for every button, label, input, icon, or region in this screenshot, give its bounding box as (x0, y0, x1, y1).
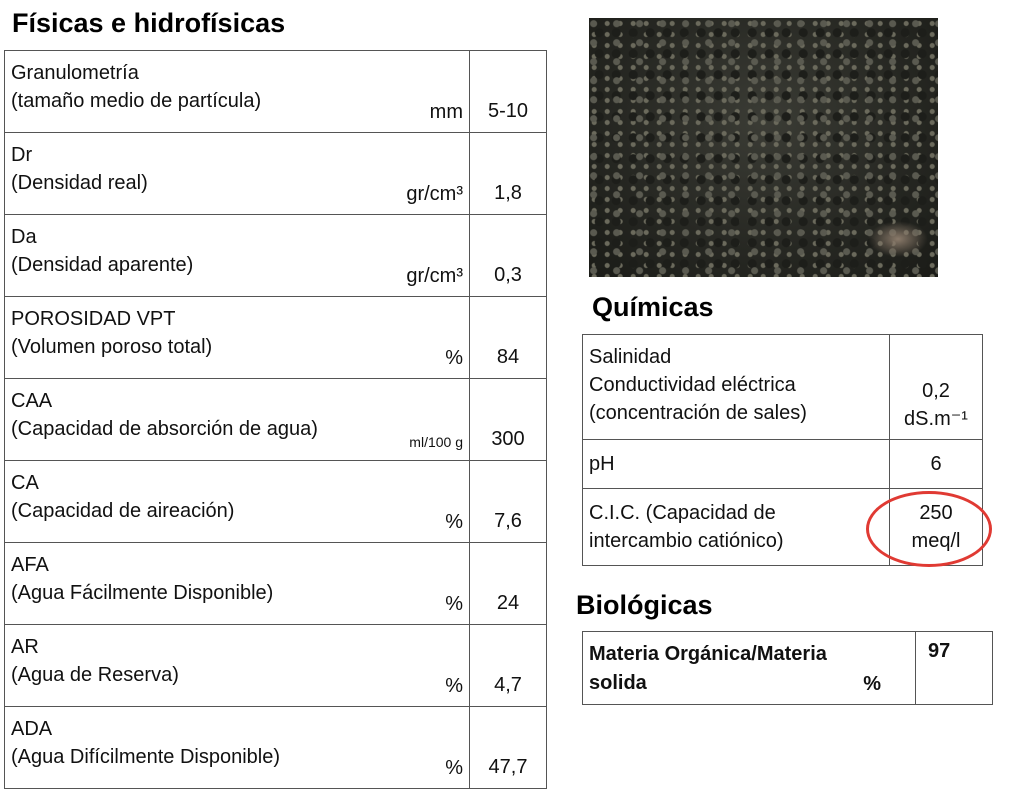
property-label-cell (583, 632, 916, 705)
property-label-cell (583, 335, 890, 440)
property-unit: ml/100 g (409, 434, 463, 450)
table-row (5, 461, 547, 543)
property-description: (Volumen poroso total) (11, 336, 213, 358)
property-value: 7,6 (470, 461, 547, 543)
table-row (5, 379, 547, 461)
property-unit: gr/cm³ (406, 265, 463, 287)
property-description: (Capacidad de aireación) (11, 500, 235, 522)
biologicas-table (582, 631, 993, 705)
quimicas-heading: Químicas (592, 292, 714, 322)
property-value: 0,2 (922, 380, 950, 402)
property-value: 5-10 (470, 51, 547, 133)
property-name: pH (589, 453, 615, 475)
property-value: 84 (470, 297, 547, 379)
property-description: (concentración de sales) (589, 402, 807, 424)
property-unit: gr/cm³ (406, 183, 463, 205)
property-unit: % (863, 673, 881, 695)
property-label-cell (5, 297, 470, 379)
property-name: ADA (11, 718, 53, 740)
property-description: (Agua de Reserva) (11, 664, 179, 686)
table-row (5, 707, 547, 789)
table-row (5, 133, 547, 215)
property-name: AR (11, 636, 39, 658)
property-value: 97 (916, 632, 993, 705)
property-label-cell (583, 440, 890, 489)
property-label-cell (5, 543, 470, 625)
property-value: 24 (470, 543, 547, 625)
fisicas-heading: Físicas e hidrofísicas (12, 8, 286, 38)
property-name: Da (11, 226, 37, 248)
property-name: C.I.C. (Capacidad de (589, 502, 776, 524)
biologicas-heading: Biológicas (576, 590, 713, 620)
property-label-cell (583, 489, 890, 566)
property-unit: % (445, 347, 463, 369)
table-row (583, 335, 983, 440)
property-label-cell (5, 215, 470, 297)
table-row (5, 543, 547, 625)
property-name-cont: solida (589, 672, 647, 694)
property-description: (Agua Fácilmente Disponible) (11, 582, 274, 604)
property-value-cell (890, 335, 983, 440)
property-value: 250 (919, 502, 953, 524)
property-name: CAA (11, 390, 53, 412)
property-value: 0,3 (470, 215, 547, 297)
quimicas-table (582, 334, 983, 566)
property-unit: meq/l (911, 530, 961, 552)
property-description: (Capacidad de absorción de agua) (11, 418, 318, 440)
property-label-cell (5, 51, 470, 133)
table-row (5, 215, 547, 297)
property-unit: % (445, 757, 463, 779)
property-value: 1,8 (470, 133, 547, 215)
property-name: POROSIDAD VPT (11, 308, 176, 330)
property-label-cell (5, 133, 470, 215)
property-value: 4,7 (470, 625, 547, 707)
property-value: 47,7 (470, 707, 547, 789)
property-name: CA (11, 472, 39, 494)
property-label-cell (5, 461, 470, 543)
property-unit: % (445, 511, 463, 533)
property-description: (tamaño medio de partícula) (11, 90, 262, 112)
property-description: (Densidad real) (11, 172, 148, 194)
property-name: AFA (11, 554, 49, 576)
table-row (583, 632, 993, 705)
property-name: Materia Orgánica/Materia (589, 643, 827, 665)
table-row (583, 489, 983, 566)
property-label-cell (5, 625, 470, 707)
property-description: intercambio catiónico) (589, 530, 784, 552)
property-name: Salinidad (589, 346, 672, 368)
compost-photo (589, 18, 938, 277)
property-value-cell (890, 489, 983, 566)
property-unit: dS.m⁻¹ (904, 408, 968, 430)
property-unit: % (445, 675, 463, 697)
property-value: 300 (470, 379, 547, 461)
fisicas-table (4, 50, 547, 789)
property-value: 6 (890, 440, 983, 489)
property-label-cell (5, 707, 470, 789)
property-description: Conductividad eléctrica (589, 374, 796, 396)
property-label-cell (5, 379, 470, 461)
property-description: (Densidad aparente) (11, 254, 194, 276)
property-description: (Agua Difícilmente Disponible) (11, 746, 281, 768)
table-row (5, 51, 547, 133)
property-name: Granulometría (11, 62, 139, 84)
property-unit: % (445, 593, 463, 615)
table-row (583, 440, 983, 489)
property-unit: mm (429, 101, 463, 123)
table-row (5, 625, 547, 707)
table-row (5, 297, 547, 379)
property-name: Dr (11, 144, 33, 166)
